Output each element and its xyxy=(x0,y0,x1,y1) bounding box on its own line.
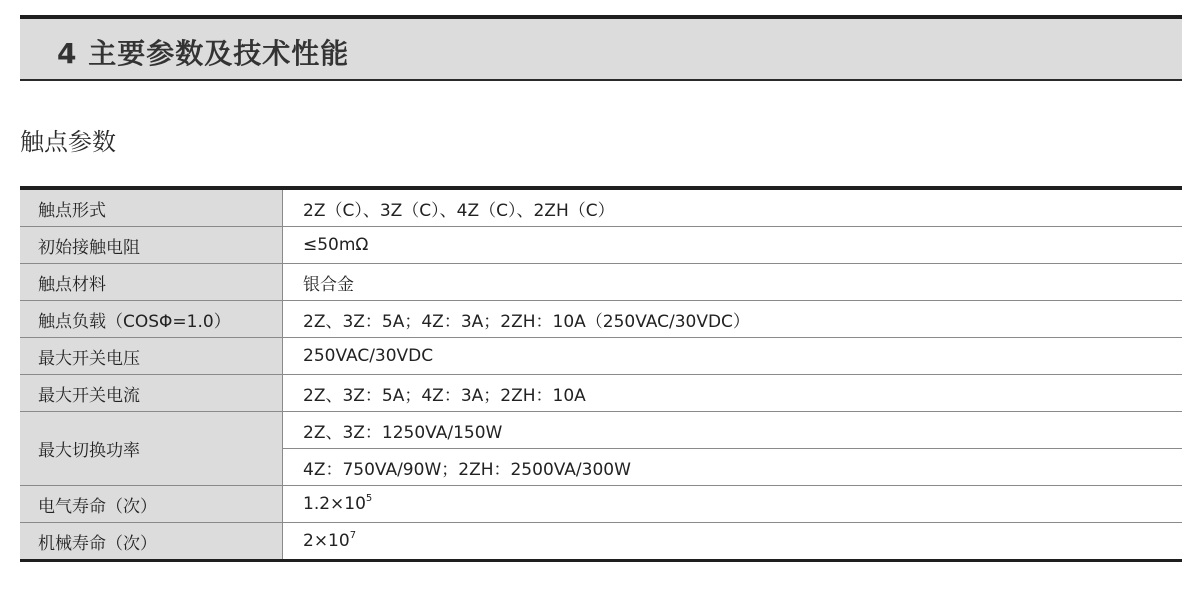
row-label: 电气寿命（次） xyxy=(20,486,283,523)
value-exponent: 5 xyxy=(365,493,373,504)
row-value: 2Z（C）、3Z（C）、4Z（C）、2ZH（C） xyxy=(283,188,1183,227)
row-label: 机械寿命（次） xyxy=(20,523,283,561)
row-label: 最大开关电压 xyxy=(20,338,283,375)
row-value: 2Z、3Z：1250VA/150W xyxy=(283,412,1183,449)
row-label: 触点材料 xyxy=(20,264,283,301)
row-value: 银合金 xyxy=(283,264,1183,301)
row-value: 2Z、3Z：5A；4Z：3A；2ZH：10A（250VAC/30VDC） xyxy=(283,301,1183,338)
value-exponent: 7 xyxy=(349,530,357,541)
table-row xyxy=(20,264,1182,301)
section-title: 4 主要参数及技术性能 xyxy=(57,37,350,70)
row-label: 最大切换功率 xyxy=(20,412,283,486)
row-value xyxy=(283,486,1183,523)
row-label: 触点负载（COSΦ=1.0） xyxy=(20,301,283,338)
value-base: 1.2×10 xyxy=(303,494,366,514)
row-label: 触点形式 xyxy=(20,188,283,227)
table-row xyxy=(20,338,1182,375)
row-label: 初始接触电阻 xyxy=(20,227,283,264)
table-row xyxy=(20,375,1182,412)
row-value: ≤50mΩ xyxy=(283,227,1183,264)
table-row xyxy=(20,301,1182,338)
subsection-title: 触点参数 xyxy=(20,128,116,156)
contact-parameters-table xyxy=(20,186,1182,562)
table-row xyxy=(20,523,1182,561)
table-row xyxy=(20,188,1182,227)
table-row xyxy=(20,486,1182,523)
row-value xyxy=(283,523,1183,561)
row-value: 250VAC/30VDC xyxy=(283,338,1183,375)
table-row xyxy=(20,412,1182,449)
row-value: 4Z：750VA/90W；2ZH：2500VA/300W xyxy=(283,449,1183,486)
value-base: 2×10 xyxy=(303,531,350,551)
table-row xyxy=(20,227,1182,264)
section-header xyxy=(20,15,1182,81)
row-value: 2Z、3Z：5A；4Z：3A；2ZH：10A xyxy=(283,375,1183,412)
row-label: 最大开关电流 xyxy=(20,375,283,412)
